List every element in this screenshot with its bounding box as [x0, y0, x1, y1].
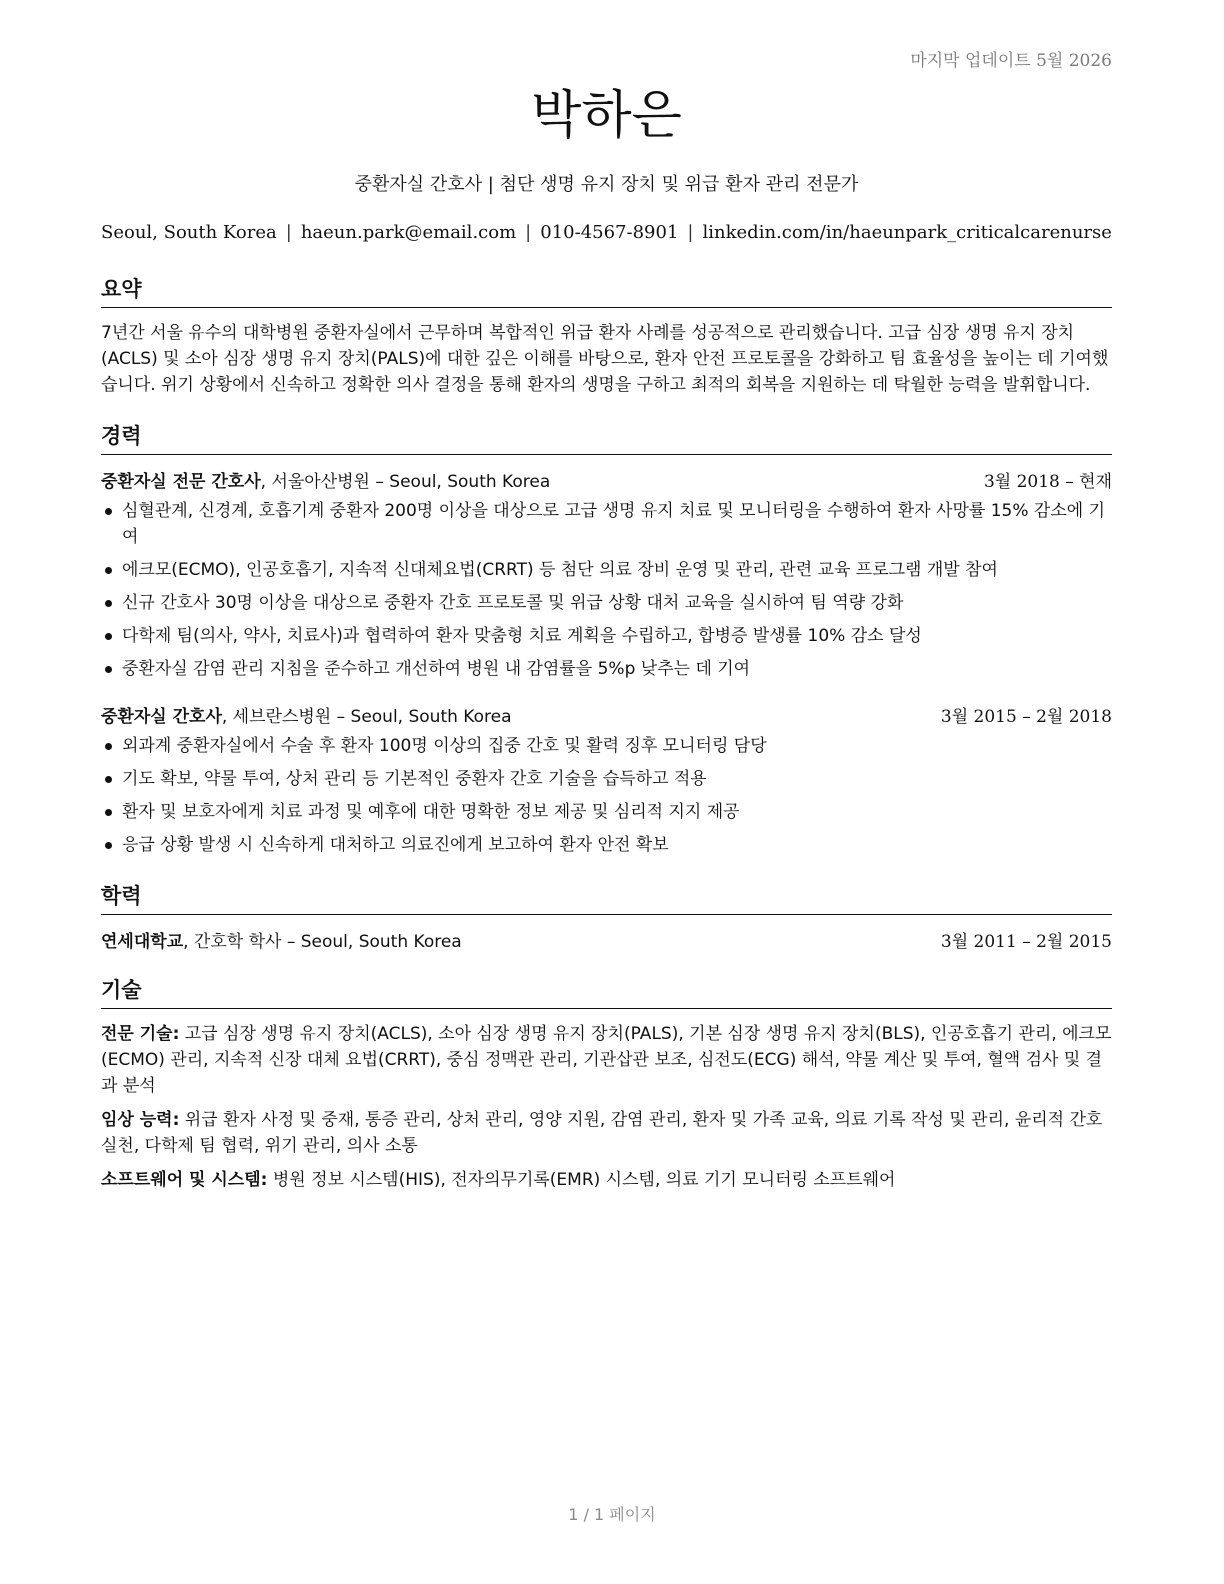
contact-location: Seoul, South Korea: [101, 222, 277, 243]
skill-item: [101, 1107, 1112, 1159]
list-item: 외과계 중환자실에서 수술 후 환자 100명 이상의 집중 간호 및 활력 징후 모니터링 담당: [101, 733, 1112, 759]
contact-separator: |: [687, 222, 694, 243]
skill-label: 임상 능력:: [101, 1110, 180, 1130]
education-entry: [101, 927, 1112, 952]
job-header: [101, 467, 1112, 492]
contact-separator: |: [525, 222, 532, 243]
job-title-line: [101, 702, 511, 727]
list-item: 환자 및 보호자에게 치료 과정 및 예후에 대한 명확한 정보 제공 및 심리적 지지 제공: [101, 799, 1112, 825]
candidate-name: 박하은: [531, 86, 682, 146]
section-title-experience: 경력: [101, 420, 1112, 455]
list-item: 기도 확보, 약물 투여, 상처 관리 등 기본적인 중환자 간호 기술을 습득하고 적용: [101, 766, 1112, 792]
education-dates: 3월 2011 – 2월 2015: [940, 932, 1112, 952]
education-detail: , 간호학 학사 – Seoul, South Korea: [183, 932, 462, 952]
job-bullets: [101, 498, 1112, 682]
job-org: , 서울아산병원 – Seoul, South Korea: [260, 472, 551, 492]
section-title-summary: 요약: [101, 273, 1112, 308]
skill-item: [101, 1021, 1112, 1099]
list-item: 에크모(ECMO), 인공호흡기, 지속적 신대체요법(CRRT) 등 첨단 의료 장비 운영 및 관리, 관련 교육 프로그램 개발 참여: [101, 557, 1112, 583]
job-title-line: [101, 467, 550, 492]
job-dates: 3월 2015 – 2월 2018: [940, 707, 1112, 727]
section-title-education: 학력: [101, 880, 1112, 915]
contact-line: [101, 222, 1112, 243]
skill-label: 소프트웨어 및 시스템:: [101, 1170, 268, 1190]
education-line: [101, 927, 462, 952]
job-dates: 3월 2018 – 현재: [983, 472, 1112, 492]
job-header: [101, 702, 1112, 727]
last-updated: 마지막 업데이트 5월 2026: [910, 51, 1112, 71]
list-item: 심혈관계, 신경계, 호흡기계 중환자 200명 이상을 대상으로 고급 생명 유지 치료 및 모니터링을 수행하여 환자 사망률 15% 감소에 기여: [101, 498, 1112, 550]
job-role: 중환자실 간호사: [101, 707, 222, 727]
skill-text: 위급 환자 사정 및 중재, 통증 관리, 상처 관리, 영양 지원, 감염 관리, 환자 및 가족 교육, 의료 기록 작성 및 관리, 윤리적 간호 실천, 다학제 팀 협력, 위기 관리, 의사 소통: [101, 1110, 1103, 1156]
headline: 중환자실 간호사 | 첨단 생명 유지 장치 및 위급 환자 관리 전문가: [354, 174, 859, 195]
resume-page: [101, 40, 1112, 1201]
list-item: 중환자실 감염 관리 지침을 준수하고 개선하여 병원 내 감염률을 5%p 낮추는 데 기여: [101, 656, 1112, 682]
section-title-skills: 기술: [101, 974, 1112, 1009]
page-number: 1 / 1 페이지: [568, 1505, 656, 1524]
skill-text: 고급 심장 생명 유지 장치(ACLS), 소아 심장 생명 유지 장치(PALS), 기본 심장 생명 유지 장치(BLS), 인공호흡기 관리, 에크모(ECMO) 관리, 지속적 신장 대체 요법(CRRT), 중심 정맥관 관리, 기관삽관 보조, 심전도(ECG) 해석, 약물 계산 및 투여, 혈액 검사 및 결과 분석: [101, 1024, 1112, 1096]
job-entry: [101, 702, 1112, 858]
contact-linkedin[interactable]: linkedin.com/in/haeunpark_criticalcarenurse: [702, 222, 1112, 243]
job-org: , 세브란스병원 – Seoul, South Korea: [221, 707, 512, 727]
education-school: 연세대학교: [101, 932, 184, 952]
skill-text: 병원 정보 시스템(HIS), 전자의무기록(EMR) 시스템, 의료 기기 모니터링 소프트웨어: [267, 1170, 896, 1190]
summary-text: 7년간 서울 유수의 대학병원 중환자실에서 근무하며 복합적인 위급 환자 사례를 성공적으로 관리했습니다. 고급 심장 생명 유지 장치(ACLS) 및 소아 심장 생명 유지 장치(PALS)에 대한 깊은 이해를 바탕으로, 환자 안전 프로토콜을 강화하고 팀 효율성을 높이는 데 기여했습니다. 위기 상황에서 신속하고 정확한 의사 결정을 통해 환자의 생명을 구하고 최적의 회복을 지원하는 데 탁월한 능력을 발휘합니다.: [101, 323, 1109, 395]
contact-email[interactable]: haeun.park@email.com: [300, 222, 517, 243]
list-item: 다학제 팀(의사, 약사, 치료사)과 협력하여 환자 맞춤형 치료 계획을 수립하고, 합병증 발생률 10% 감소 달성: [101, 623, 1112, 649]
list-item: 응급 상황 발생 시 신속하게 대처하고 의료진에게 보고하여 환자 안전 확보: [101, 832, 1112, 858]
contact-phone: 010-4567-8901: [540, 222, 679, 243]
job-role: 중환자실 전문 간호사: [101, 472, 261, 492]
skill-label: 전문 기술:: [101, 1024, 180, 1044]
contact-separator: |: [285, 222, 292, 243]
job-entry: [101, 467, 1112, 682]
list-item: 신규 간호사 30명 이상을 대상으로 중환자 간호 프로토콜 및 위급 상황 대처 교육을 실시하여 팀 역량 강화: [101, 590, 1112, 616]
skill-item: [101, 1167, 1112, 1193]
job-bullets: [101, 733, 1112, 858]
